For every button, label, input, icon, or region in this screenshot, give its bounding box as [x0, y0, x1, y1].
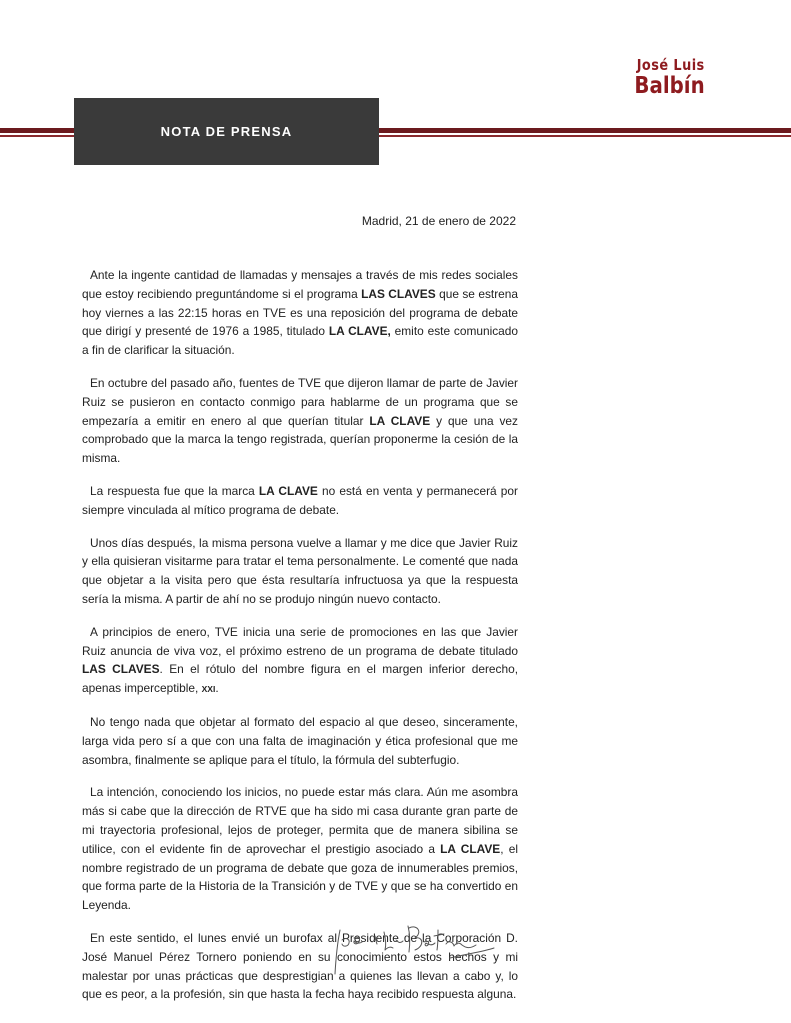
small-caps-run: XXI [201, 684, 216, 695]
press-release-banner [74, 98, 379, 165]
handwritten-signature [332, 918, 512, 978]
press-release-label: NOTA DE PRENSA [160, 124, 293, 139]
text-run: La intención, conociendo los inicios, no puede estar más clara. Aún me asombra más si cabe que la dirección de RTVE que ha sido mi casa durante gran parte de mi trayectoria profesional, lejos de proteger, permita que de manera sibilina se utilice, con el evidente fin de aprovechar el prestigio asociado a [82, 785, 518, 856]
text-run: A principios de enero, TVE inicia una serie de promociones en las que Javier Ruiz anuncia de viva voz, el próximo estreno de un programa de debate titulado [82, 624, 518, 658]
brand-logo [623, 58, 705, 98]
paragraph-7 [82, 783, 518, 915]
text-run: En octubre del pasado año, fuentes de TVE que dijeron llamar de parte de Javier Ruiz se pusieron en contacto conmigo para hablarme de un programa que se empezaría a emitir en enero al que querían titular [82, 375, 518, 428]
document-body [82, 266, 518, 1018]
bold-run: LA CLAVE, [328, 324, 391, 339]
paragraph-5 [82, 623, 518, 699]
bold-run: LAS CLAVES [361, 286, 436, 301]
text-run: No tengo nada que objetar al formato del espacio al que deseo, sinceramente, larga vida pero sí a que con una falta de imaginación y ética profesional que me asombra, finalmente se aplique para el título, la fórmula del subterfugio. [82, 714, 518, 767]
bold-run: LAS CLAVES [82, 662, 160, 677]
paragraph-3 [82, 482, 518, 520]
bold-run: LA CLAVE [258, 483, 318, 498]
text-run: Unos días después, la misma persona vuelve a llamar y me dice que Javier Ruiz y ella quisieran visitarme para tratar el tema personalmente. Le comenté que nada que objetar a la visita pero que ésta resultaría infructuosa ya que la respuesta sería la misma. A partir de ahí no se produjo ningún nuevo contacto. [82, 535, 518, 606]
text-run: Ante la ingente cantidad de llamadas y mensajes a través de mis redes sociales que estoy recibiendo preguntándome si el programa [82, 268, 518, 301]
text-run: La respuesta fue que la marca [90, 483, 259, 498]
bold-run: LA CLAVE [440, 841, 501, 856]
document-date: Madrid, 21 de enero de 2022 [361, 214, 516, 228]
logo-last-name: Balbín [634, 73, 705, 99]
text-run: emito este comunicado a fin de clarificar la situación. [82, 324, 519, 358]
text-run: que se estrena hoy viernes a las 22:15 horas en TVE es una reposición del programa de debate que dirigí y presenté de 1976 a 1985, titulado [82, 286, 518, 339]
text-run: y que una vez comprobado que la marca la tengo registrada, querían proponerme la cesión de la misma. [82, 413, 518, 466]
text-run: , el nombre registrado de un programa de debate que goza de innumerables premios, que forma parte de la Historia de la Transición y de TVE y que se ha convertido en Leyenda. [82, 841, 518, 913]
paragraph-4 [82, 534, 518, 609]
paragraph-2 [82, 374, 518, 468]
bold-run: LA CLAVE [369, 413, 431, 428]
text-run: . [215, 681, 219, 696]
paragraph-1 [82, 266, 518, 360]
text-run: no está en venta y permanecerá por siempre vinculada al mítico programa de debate. [82, 483, 518, 517]
paragraph-6 [82, 713, 518, 769]
text-run: En este sentido, el lunes envié un burofax al Presidente de la Corporación D. José Manuel Pérez Tornero poniendo en su conocimiento estos hechos y mi malestar por unas prácticas que desprestigian a quienes las llevan a cabo y, lo que es peor, a la profesión, sin que hasta la fecha haya recibido respuesta alguna. [82, 930, 518, 1002]
text-run: . En el rótulo del nombre figura en el margen inferior derecho, apenas imperceptible, [82, 662, 519, 696]
logo-first-name: José Luis [637, 56, 705, 74]
